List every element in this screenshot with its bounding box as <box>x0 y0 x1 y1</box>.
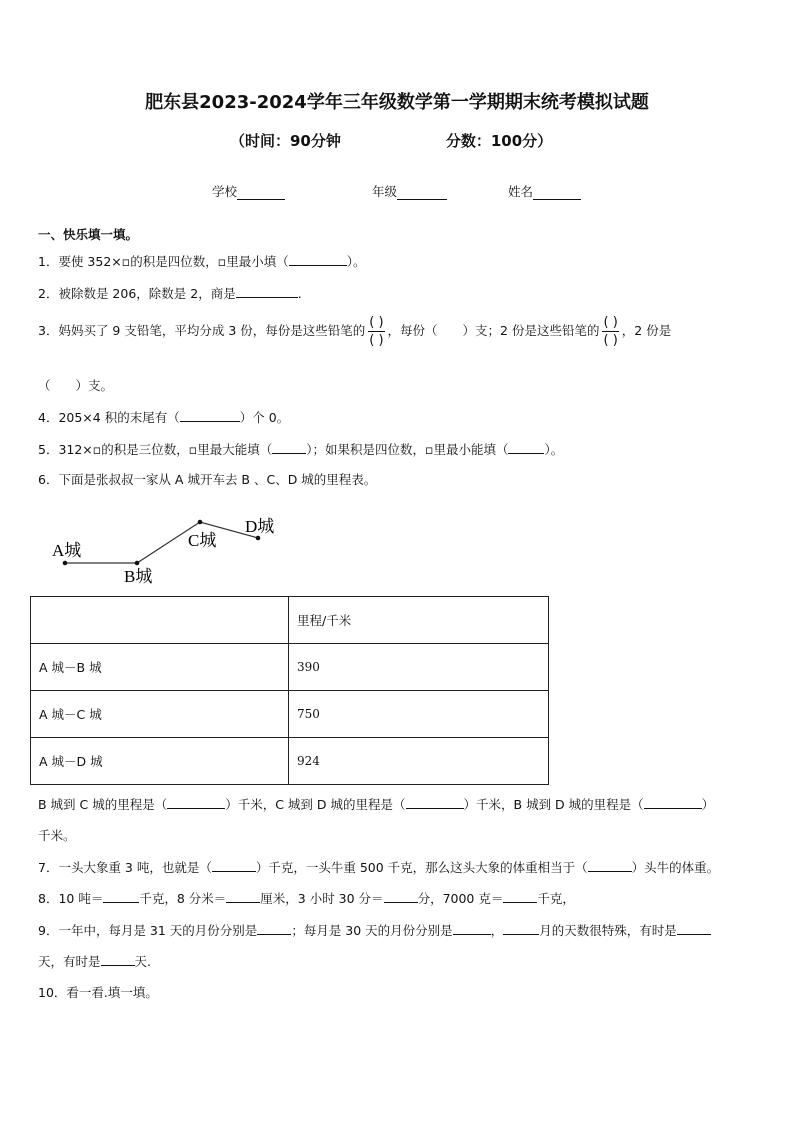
q8-text-end: 千克， <box>537 891 575 906</box>
q8-blank-2[interactable] <box>226 888 260 903</box>
q9-blank-3[interactable] <box>503 920 539 935</box>
city-a-dot <box>63 561 68 566</box>
q5-text: 5．312×▫的积是三位数，▫里最大能填（ <box>38 442 273 457</box>
fraction-blank-2[interactable] <box>602 314 618 349</box>
question-2 <box>38 283 302 302</box>
table-header-row <box>31 597 549 644</box>
q6-text-mid: ）千米，C 城到 D 城的里程是（ <box>225 797 406 812</box>
question-6-continued: 千米。 <box>38 828 76 843</box>
fraction-numerator: ( ) <box>369 315 384 330</box>
city-a-label: A城 <box>52 541 82 560</box>
table-header-cell <box>31 597 289 644</box>
q8-text-2: 千克，8 分米＝ <box>139 891 227 906</box>
q6-text-end: ） <box>701 797 715 812</box>
question-10: 10．看一看.填一填。 <box>38 985 158 1000</box>
q3-text: 3．妈妈买了 9 支铅笔，平均分成 3 份，每份是这些铅笔的 <box>38 323 366 338</box>
name-label: 姓名 <box>508 184 534 199</box>
route-cell: A 城－B 城 <box>31 644 289 691</box>
distance-cell: 750 <box>289 691 549 738</box>
distance-cell: 390 <box>289 644 549 691</box>
question-3-continued: （ ）支。 <box>38 378 114 393</box>
route-cell: A 城－D 城 <box>31 738 289 785</box>
time-label: （时间：90分钟 <box>230 132 341 150</box>
q9-text: 9．一年中，每月是 31 天的月份分别是 <box>38 923 258 938</box>
question-1 <box>38 251 365 270</box>
q5-text-end: ）。 <box>544 442 564 457</box>
grade-blank[interactable] <box>397 185 447 200</box>
q8-text-3: 厘米，3 小时 30 分＝ <box>260 891 384 906</box>
q9-blank-4[interactable] <box>677 920 711 935</box>
route-cell: A 城－C 城 <box>31 691 289 738</box>
q6-blank-2[interactable] <box>406 794 464 809</box>
q9-blank-2[interactable] <box>453 920 491 935</box>
school-blank[interactable] <box>237 185 285 200</box>
name-field[interactable] <box>508 182 581 200</box>
q7-blank-2[interactable] <box>588 857 632 872</box>
distance-cell: 924 <box>289 738 549 785</box>
section-heading: 一、快乐填一填。 <box>38 227 139 242</box>
q9-blank-5[interactable] <box>101 951 135 966</box>
q7-blank-1[interactable] <box>212 857 256 872</box>
q4-text-end: ）个 0。 <box>239 410 290 425</box>
q9-blank-1[interactable] <box>257 920 291 935</box>
q3-text-end: ，2 份是 <box>621 323 672 338</box>
exam-subtitle <box>230 130 552 151</box>
q6-blank-3[interactable] <box>644 794 702 809</box>
score-label: 分数：100分） <box>445 132 553 150</box>
mileage-table <box>30 596 549 785</box>
q2-blank[interactable] <box>236 283 298 298</box>
question-5 <box>38 439 563 458</box>
q8-blank-4[interactable] <box>503 888 537 903</box>
question-9-continued <box>38 951 151 970</box>
city-c-label: C城 <box>188 531 217 550</box>
route-line <box>65 522 258 563</box>
question-6-blanks <box>38 794 714 813</box>
exam-title: 肥东县2023-2024学年三年级数学第一学期期末统考模拟试题 <box>145 92 649 113</box>
question-4 <box>38 407 289 426</box>
q9-cont-end: 天. <box>134 954 151 969</box>
table-row <box>31 691 549 738</box>
q5-text-mid: ）；如果积是四位数，▫里最小能填（ <box>306 442 509 457</box>
q2-text-end: . <box>297 286 302 301</box>
q1-blank[interactable] <box>289 251 347 266</box>
grade-field[interactable] <box>372 182 447 200</box>
fraction-denominator: ( ) <box>603 333 618 348</box>
question-3 <box>38 314 671 349</box>
fraction-numerator: ( ) <box>603 315 618 330</box>
q4-blank[interactable] <box>180 407 240 422</box>
q2-text: 2．被除数是 206，除数是 2，商是 <box>38 286 236 301</box>
fraction-blank-1[interactable] <box>368 314 384 349</box>
q5-blank-2[interactable] <box>508 439 544 454</box>
fraction-denominator: ( ) <box>369 333 384 348</box>
city-b-dot <box>135 561 140 566</box>
city-c-dot <box>198 520 203 525</box>
question-6: 6．下面是张叔叔一家从 A 城开车去 B 、C、D 城的里程表。 <box>38 472 377 487</box>
q3-text-mid: ，每份（ ）支；2 份是这些铅笔的 <box>387 323 600 338</box>
q5-blank-1[interactable] <box>272 439 306 454</box>
q8-blank-1[interactable] <box>103 888 139 903</box>
route-diagram <box>40 510 290 590</box>
school-label: 学校 <box>212 184 238 199</box>
q8-text-4: 分，7000 克＝ <box>417 891 504 906</box>
city-b-label: B城 <box>124 567 153 586</box>
question-7 <box>38 857 719 876</box>
q7-text: 7．一头大象重 3 吨，也就是（ <box>38 860 212 875</box>
grade-label: 年级 <box>372 184 398 199</box>
q9-text-3: ， <box>490 923 504 938</box>
q1-text-end: ）。 <box>346 254 366 269</box>
q6-blank-1[interactable] <box>167 794 225 809</box>
city-d-dot <box>256 536 261 541</box>
table-row <box>31 738 549 785</box>
question-9 <box>38 920 711 939</box>
q6-text: B 城到 C 城的里程是（ <box>38 797 168 812</box>
name-blank[interactable] <box>533 185 581 200</box>
school-field[interactable] <box>212 182 285 200</box>
city-d-label: D城 <box>245 517 275 536</box>
q9-text-4: 月的天数很特殊，有时是 <box>539 923 677 938</box>
q4-text: 4．205×4 积的末尾有（ <box>38 410 180 425</box>
q7-text-mid: ）千克，一头牛重 500 千克，那么这头大象的体重相当于（ <box>255 860 588 875</box>
q7-text-end: ）头牛的体重。 <box>631 860 720 875</box>
table-header-cell: 里程/千米 <box>289 597 549 644</box>
q8-text: 8．10 吨＝ <box>38 891 104 906</box>
q9-cont-text: 天，有时是 <box>38 954 101 969</box>
table-row <box>31 644 549 691</box>
q8-blank-3[interactable] <box>384 888 418 903</box>
q9-text-2: ；每月是 30 天的月份分别是 <box>291 923 453 938</box>
q1-text: 1．要使 352×▫的积是四位数，▫里最小填（ <box>38 254 289 269</box>
q6-text-mid2: ）千米，B 城到 D 城的里程是（ <box>463 797 644 812</box>
question-8 <box>38 888 575 907</box>
